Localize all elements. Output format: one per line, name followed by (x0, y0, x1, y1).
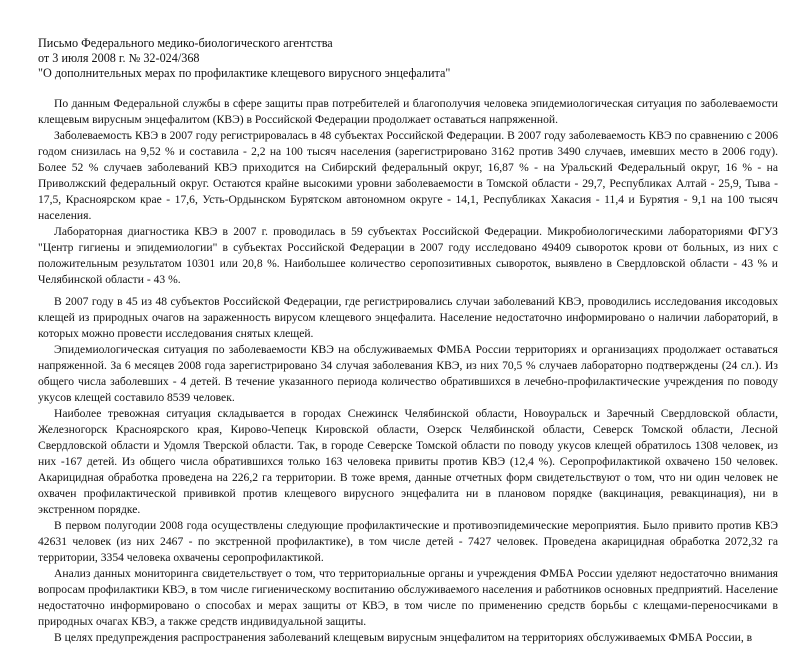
paragraph: Заболеваемость КВЭ в 2007 году регистрировалась в 48 субъектах Российской Федерации. В 2007 году заболеваемость КВЭ по сравнению с 2006 годом снизилась на 9,52 % и составила - 2,2 на 100 тысяч населения (зарегистрировано 3162 против 3490 случаев, имевших место в 2006 году). Более 52 % случаев заболеваний КВЭ приходится на Сибирский федеральный округ, 16,87 % - на Уральский Федеральный округ, 16 % - на Приволжский федеральный округ. Остаются крайне высокими уровни заболеваемости в Томской области - 29,7, Республиках Алтай - 25,9, Тыва - 17,5, Красноярском крае - 17,6, Усть-Ордынском Бурятском автономном округе - 14,1, Республиках Хакасия - 11,4 и Бурятия - 9,1 на 100 тысяч населения. (38, 129, 778, 222)
paragraph: В первом полугодии 2008 года осуществлены следующие профилактические и противоэпидемические мероприятия. Было привито против КВЭ 42631 человек (из них 2467 - по экстренной профилактике), в том числе детей - 7427 человек. Проведена акарицидная обработка 2072,32 га территории, 3354 человека охвачены серопрофилактикой. (38, 519, 778, 564)
paragraph: Эпидемиологическая ситуация по заболеваемости КВЭ на обслуживаемых ФМБА России территориях и организациях продолжает оставаться напряженной. За 6 месяцев 2008 года зарегистрировано 34 случая заболевания КВЭ, из них 70,5 % случаев лабораторно подтверждены (24 сл.). Из общего числа заболевших - 4 детей. В течение указанного периода количество обратившихся в лечебно-профилактические учреждения по поводу укусов клещей составило 8539 человек. (38, 343, 778, 404)
paragraph: Анализ данных мониторинга свидетельствует о том, что территориальные органы и учреждения ФМБА России уделяют недостаточно внимания вопросам профилактики КВЭ, в том числе гигиеническому воспитанию обслуживаемого населения и работников основных предприятий. Население недостаточно информировано о способах и мерах защиты от КВЭ, в том числе по применению средств борьбы с клещами-переносчиками в природных очагах КВЭ, а также средств индивидуальной защиты. (38, 567, 778, 628)
document-header (38, 36, 778, 81)
paragraph: В 2007 году в 45 из 48 субъектов Российской Федерации, где регистрировались случаи заболеваний КВЭ, проводились исследования иксодовых клещей из природных очагов на зараженность вирусом клещевого энцефалита. Население недостаточно информировано о наличии лабораторий, в которых можно провести исследования снятых клещей. (38, 295, 778, 340)
paragraph: Наиболее тревожная ситуация складывается в городах Снежинск Челябинской области, Новоуральск и Заречный Свердловской области, Железногорск Красноярского края, Кирово-Чепецк Кировской области, Озерск Челябинской области, Северск Томской области, Лесной Свердловской области и Удомля Тверской области. Так, в городе Северске Томской области по поводу укусов клещей обратилось 1308 человек, из них -167 детей. Из общего числа обратившихся только 163 человека привиты против КВЭ (12,4 %). Серопрофилактикой охвачено 150 человек. Акарицидная обработка проведена на 226,2 га территории. В тоже время, данные отчетных форм свидетельствуют о том, что ни один человек не охвачен профилактической прививкой против клещевого вирусного энцефалита ни в плановом порядке (вакцинация, ревакцинация), ни в экстренном порядке. (38, 407, 778, 516)
header-subject: "О дополнительных мерах по профилактике клещевого вирусного энцефалита" (38, 66, 451, 80)
document-page (38, 36, 778, 646)
header-issuer: Письмо Федерального медико-биологического агентства (38, 36, 333, 50)
paragraph: В целях предупреждения распространения заболеваний клещевым вирусным энцефалитом на территориях обслуживаемых ФМБА России, в (54, 631, 753, 644)
document-body (38, 96, 778, 646)
paragraph: По данным Федеральной службы в сфере защиты прав потребителей и благополучия человека эпидемиологическая ситуация по заболеваемости клещевым вирусным энцефалитом (КВЭ) в Российской Федерации продолжает оставаться напряженной. (38, 97, 778, 126)
header-date-number: от 3 июля 2008 г. № 32-024/368 (38, 51, 200, 65)
paragraph: Лабораторная диагностика КВЭ в 2007 г. проводилась в 59 субъектах Российской Федерации. Микробиологическими лабораториями ФГУЗ "Центр гигиены и эпидемиологии" в субъектах Российской Федерации в 2007 году исследовано 49409 сывороток крови от больных, из них с положительным результатом 10301 или 20,8 %. Наибольшее количество серопозитивных сывороток, выявлено в Свердловской области - 43 % и Челябинской области - 43 %. (38, 225, 778, 286)
